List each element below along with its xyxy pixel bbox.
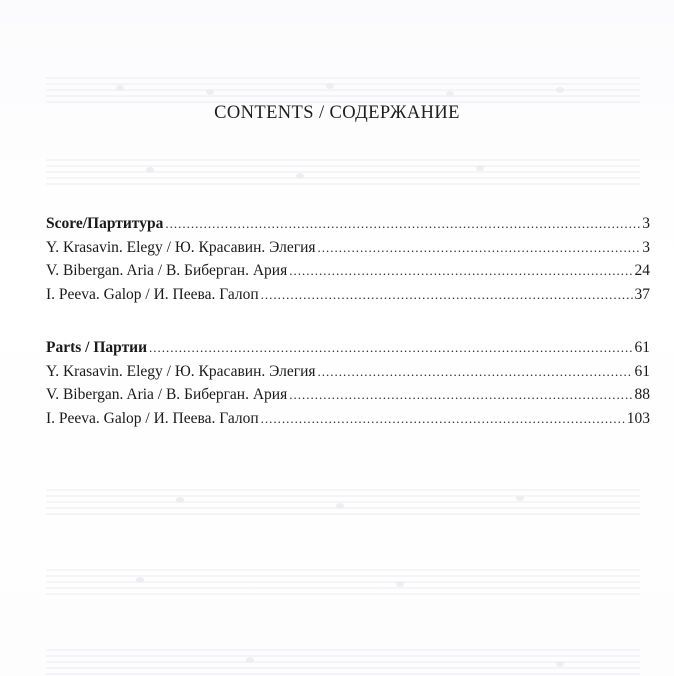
toc-entry[interactable]	[46, 236, 650, 260]
toc-entry[interactable]	[46, 360, 650, 384]
toc-heading-label: Parts / Партии	[46, 339, 148, 356]
toc-entry-label: V. Bibergan. Aria / В. Биберган. Ария	[46, 262, 288, 279]
toc-page-number: 37	[634, 285, 650, 303]
toc-page-number: 88	[634, 386, 650, 403]
dot-leader	[165, 212, 640, 236]
toc-page-number: 103	[626, 409, 650, 427]
toc-page-number: 24	[634, 262, 650, 279]
toc-page-number: 61	[634, 339, 650, 356]
toc-entry[interactable]	[46, 383, 650, 407]
toc-entry[interactable]	[46, 259, 650, 283]
toc-page-number: 3	[642, 215, 650, 232]
page-title: CONTENTS / СОДЕРЖАНИЕ	[214, 103, 460, 123]
toc-heading-parts[interactable]	[46, 336, 650, 360]
dot-leader	[261, 407, 625, 431]
toc-page-number: 3	[642, 238, 650, 256]
dot-leader	[318, 236, 641, 260]
toc-heading-label: Score/Партитура	[46, 215, 164, 232]
toc-entry-label: I. Peeva. Galop / И. Пеева. Галоп	[46, 409, 259, 427]
toc-entry[interactable]	[46, 283, 650, 307]
toc-entry[interactable]	[46, 407, 650, 431]
dot-leader	[261, 283, 633, 307]
dot-leader	[289, 383, 632, 407]
toc-section-parts	[46, 336, 650, 430]
dot-leader	[289, 259, 632, 283]
toc-entry-label: Y. Krasavin. Elegy / Ю. Красавин. Элегия	[46, 362, 316, 380]
toc-entry-label: V. Bibergan. Aria / В. Биберган. Ария	[46, 386, 288, 403]
toc-entry-label: Y. Krasavin. Elegy / Ю. Красавин. Элегия	[46, 238, 316, 256]
toc-page-number: 61	[634, 362, 650, 380]
toc-heading-score[interactable]	[46, 212, 650, 236]
dot-leader	[149, 336, 632, 360]
dot-leader	[318, 360, 633, 384]
toc-entry-label: I. Peeva. Galop / И. Пеева. Галоп	[46, 285, 259, 303]
toc-section-score	[46, 212, 650, 306]
